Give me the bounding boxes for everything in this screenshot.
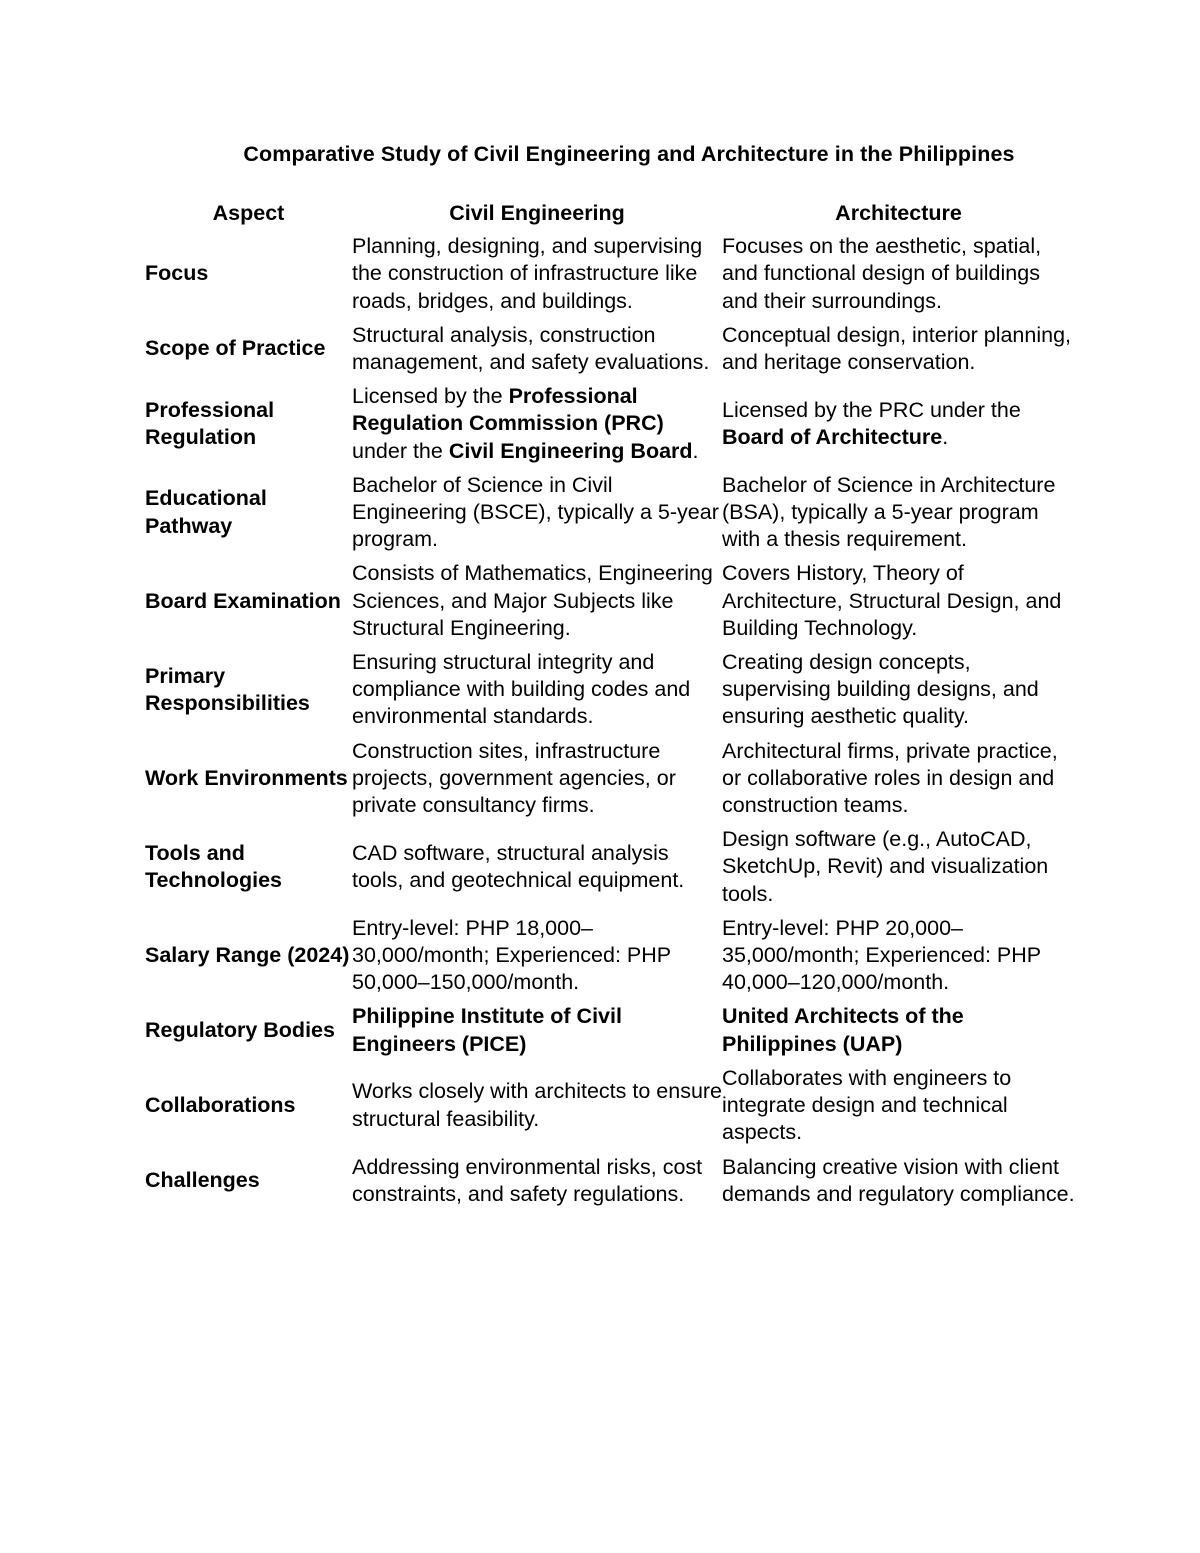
text-segment: Structural analysis, construction management, and safety evaluations.	[352, 322, 710, 375]
cell-text	[352, 1078, 722, 1132]
civil-engineering-cell	[352, 738, 722, 827]
aspect-text: Scope of Practice	[145, 336, 326, 361]
text-segment: Focuses on the aesthetic, spatial, and functional design of buildings and their surroundings.	[722, 234, 1042, 313]
cell-text	[722, 915, 1075, 997]
row-aspect-label	[145, 322, 352, 383]
text-segment: Ensuring structural integrity and compliance with building codes and environmental standards.	[352, 650, 691, 729]
text-segment: Consists of Mathematics, Engineering Sciences, and Major Subjects like Structural Engineering.	[352, 561, 713, 640]
aspect-text: Salary Range (2024)	[145, 943, 350, 968]
text-segment: Collaborates with engineers to integrate design and technical aspects.	[722, 1065, 1012, 1145]
header-aspect: Aspect	[212, 201, 285, 225]
architecture-cell	[722, 738, 1075, 827]
architecture-cell	[722, 826, 1075, 915]
civil-engineering-cell	[352, 322, 722, 383]
row-aspect-label	[145, 560, 352, 649]
aspect-text: Professional Regulation	[145, 397, 275, 450]
text-segment: Covers History, Theory of Architecture, Structural Design, and Building Technology.	[722, 561, 1062, 640]
text-segment: Licensed by the PRC under the	[722, 397, 1021, 422]
text-segment: .	[942, 425, 949, 450]
text-segment: Addressing environmental risks, cost constraints, and safety regulations.	[352, 1154, 703, 1206]
cell-text	[722, 826, 1075, 908]
header-civil-engineering: Civil Engineering	[449, 201, 625, 225]
cell-text	[722, 1065, 1075, 1147]
text-segment: .	[692, 438, 699, 463]
cell-text	[352, 840, 722, 894]
text-segment: Entry-level: PHP 20,000–35,000/month; Experienced: PHP 40,000–120,000/month.	[722, 915, 1041, 995]
cell-text	[352, 472, 722, 554]
row-aspect-label	[145, 472, 352, 561]
architecture-cell	[722, 1154, 1075, 1215]
bold-text-segment: Philippine Institute of Civil Engineers (PICE)	[352, 1004, 622, 1056]
cell-text	[722, 1003, 1075, 1057]
civil-engineering-cell	[352, 1154, 722, 1215]
civil-engineering-cell	[352, 233, 722, 322]
aspect-text: Challenges	[145, 1168, 260, 1193]
row-aspect-label	[145, 233, 352, 322]
aspect-text: Educational Pathway	[145, 486, 267, 538]
text-segment: CAD software, structural analysis tools, and geotechnical equipment.	[352, 840, 685, 893]
architecture-cell	[722, 1065, 1075, 1154]
text-segment: under the	[352, 438, 449, 463]
cell-text	[352, 383, 722, 465]
document-title: Comparative Study of Civil Engineering and Architecture in the Philippines	[243, 142, 1015, 166]
civil-engineering-cell	[352, 560, 722, 649]
comparison-table	[145, 200, 1075, 1215]
civil-engineering-cell	[352, 472, 722, 561]
cell-text	[352, 915, 722, 997]
row-aspect-label	[145, 1003, 352, 1064]
architecture-cell	[722, 915, 1075, 1004]
cell-text	[722, 397, 1075, 451]
architecture-cell	[722, 383, 1075, 472]
cell-text	[722, 649, 1075, 731]
civil-engineering-cell	[352, 915, 722, 1004]
cell-text	[722, 560, 1075, 642]
cell-text	[352, 322, 722, 376]
architecture-cell	[722, 1003, 1075, 1064]
cell-text	[352, 560, 722, 642]
architecture-cell	[722, 649, 1075, 738]
row-aspect-label	[145, 826, 352, 915]
row-aspect-label	[145, 1065, 352, 1154]
aspect-text: Work Environments	[145, 765, 348, 790]
bold-text-segment: United Architects of the Philippines (UAP)	[722, 1004, 964, 1056]
cell-text	[722, 322, 1075, 376]
text-segment: Conceptual design, interior planning, and heritage conservation.	[722, 322, 1072, 375]
aspect-text: Collaborations	[145, 1093, 296, 1118]
civil-engineering-cell	[352, 383, 722, 472]
text-segment: Balancing creative vision with client demands and regulatory compliance.	[722, 1154, 1075, 1206]
text-segment: Planning, designing, and supervising the construction of infrastructure like roads, bridges, and buildings.	[352, 234, 703, 313]
cell-text	[352, 649, 722, 731]
header-architecture: Architecture	[835, 201, 962, 225]
cell-text	[352, 738, 722, 820]
cell-text	[352, 1154, 722, 1208]
civil-engineering-cell	[352, 1003, 722, 1064]
text-segment: Works closely with architects to ensure structural feasibility.	[352, 1079, 723, 1131]
text-segment: Creating design concepts, supervising building designs, and ensuring aesthetic quality.	[722, 650, 1039, 729]
architecture-cell	[722, 560, 1075, 649]
row-aspect-label	[145, 649, 352, 738]
text-segment: Architectural firms, private practice, or collaborative roles in design and construction teams.	[722, 738, 1058, 818]
text-segment: Bachelor of Science in Civil Engineering (BSCE), typically a 5-year program.	[352, 472, 719, 552]
civil-engineering-cell	[352, 1065, 722, 1154]
bold-text-segment: Civil Engineering Board	[448, 438, 693, 463]
text-segment: Entry-level: PHP 18,000–30,000/month; Experienced: PHP 50,000–150,000/month.	[352, 915, 671, 995]
cell-text	[722, 738, 1075, 820]
row-aspect-label	[145, 383, 352, 472]
row-aspect-label	[145, 738, 352, 827]
civil-engineering-cell	[352, 826, 722, 915]
row-aspect-label	[145, 915, 352, 1004]
bold-text-segment: Board of Architecture	[722, 425, 943, 450]
cell-text	[352, 1003, 722, 1057]
architecture-cell	[722, 322, 1075, 383]
cell-text	[352, 233, 722, 315]
row-aspect-label	[145, 1154, 352, 1215]
text-segment: Construction sites, infrastructure projects, government agencies, or private consultancy firms.	[352, 738, 676, 818]
aspect-text: Regulatory Bodies	[145, 1018, 335, 1043]
text-segment: Licensed by the	[352, 384, 509, 409]
aspect-text: Tools and Technologies	[145, 840, 282, 893]
bold-text-segment: Professional Regulation Commission (PRC)	[352, 384, 664, 436]
cell-text	[722, 472, 1075, 554]
architecture-cell	[722, 472, 1075, 561]
architecture-cell	[722, 233, 1075, 322]
cell-text	[722, 1154, 1075, 1208]
aspect-text: Board Examination	[145, 588, 341, 613]
text-segment: Bachelor of Science in Architecture (BSA), typically a 5-year program with a thesis requirement.	[722, 472, 1056, 552]
text-segment: Design software (e.g., AutoCAD, SketchUp, Revit) and visualization tools.	[722, 827, 1049, 906]
aspect-text: Primary Responsibilities	[145, 663, 310, 715]
civil-engineering-cell	[352, 649, 722, 738]
cell-text	[722, 233, 1075, 315]
aspect-text: Focus	[145, 261, 209, 286]
